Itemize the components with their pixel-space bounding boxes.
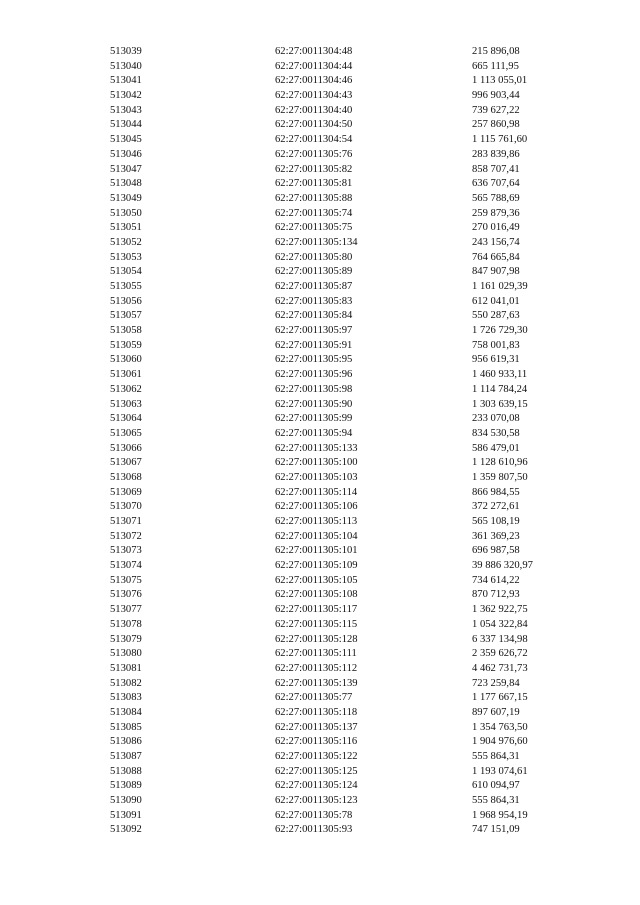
cadastral-number: 62:27:0011305:76 xyxy=(275,148,353,160)
cadastral-value: 1 128 610,96 xyxy=(472,457,528,469)
cadastral-number: 62:27:0011305:123 xyxy=(275,795,358,807)
cadastral-number: 62:27:0011305:97 xyxy=(275,325,353,337)
row-number: 513075 xyxy=(110,574,142,586)
table-row xyxy=(0,823,640,838)
cadastral-value: 764 665,84 xyxy=(472,251,520,263)
cadastral-number: 62:27:0011305:88 xyxy=(275,192,353,204)
cadastral-value: 897 607,19 xyxy=(472,706,520,718)
cadastral-value: 283 839,86 xyxy=(472,148,520,160)
cadastral-value: 555 864,31 xyxy=(472,795,520,807)
row-number: 513079 xyxy=(110,633,142,645)
cadastral-number: 62:27:0011305:111 xyxy=(275,648,357,660)
row-number: 513052 xyxy=(110,236,142,248)
table-row xyxy=(0,603,640,618)
row-number: 513080 xyxy=(110,648,142,660)
table-row xyxy=(0,207,640,222)
table-row xyxy=(0,353,640,368)
cadastral-number: 62:27:0011305:87 xyxy=(275,281,353,292)
table-row xyxy=(0,383,640,398)
cadastral-value-table xyxy=(0,45,640,838)
cadastral-number: 62:27:0011304:40 xyxy=(275,104,353,116)
table-row xyxy=(0,412,640,427)
cadastral-value: 956 619,31 xyxy=(472,354,520,366)
cadastral-value: 834 530,58 xyxy=(472,427,520,439)
row-number: 513092 xyxy=(110,824,142,836)
row-number: 513084 xyxy=(110,706,142,718)
row-number: 513043 xyxy=(110,104,142,116)
cadastral-number: 62:27:0011305:133 xyxy=(275,442,358,454)
row-number: 513040 xyxy=(110,60,142,72)
table-row xyxy=(0,221,640,236)
table-row xyxy=(0,60,640,75)
row-number: 513053 xyxy=(110,251,142,263)
row-number: 513045 xyxy=(110,134,142,146)
table-row xyxy=(0,295,640,310)
cadastral-value: 259 879,36 xyxy=(472,207,520,219)
cadastral-value: 1 054 322,84 xyxy=(472,618,528,630)
table-row xyxy=(0,809,640,824)
cadastral-value: 847 907,98 xyxy=(472,266,520,278)
cadastral-number: 62:27:0011305:105 xyxy=(275,574,358,586)
table-row xyxy=(0,45,640,60)
row-number: 513077 xyxy=(110,604,142,616)
cadastral-value: 243 156,74 xyxy=(472,236,520,248)
cadastral-value: 636 707,64 xyxy=(472,178,520,190)
cadastral-number: 62:27:0011305:116 xyxy=(275,736,358,748)
cadastral-number: 62:27:0011304:43 xyxy=(275,90,353,102)
cadastral-number: 62:27:0011305:84 xyxy=(275,310,353,322)
row-number: 513041 xyxy=(110,75,142,87)
cadastral-value: 610 094,97 xyxy=(472,780,520,792)
row-number: 513063 xyxy=(110,398,142,410)
cadastral-value: 1 968 954,19 xyxy=(472,809,528,821)
cadastral-number: 62:27:0011305:114 xyxy=(275,486,358,498)
row-number: 513051 xyxy=(110,222,142,234)
cadastral-number: 62:27:0011305:122 xyxy=(275,751,358,762)
table-row xyxy=(0,148,640,163)
row-number: 513086 xyxy=(110,736,142,748)
cadastral-value: 1 177 667,15 xyxy=(472,692,528,704)
cadastral-number: 62:27:0011305:95 xyxy=(275,354,353,366)
table-row xyxy=(0,339,640,354)
table-row xyxy=(0,192,640,207)
cadastral-value: 1 354 763,50 xyxy=(472,721,528,733)
table-row xyxy=(0,706,640,721)
row-number: 513047 xyxy=(110,163,142,175)
cadastral-number: 62:27:0011305:124 xyxy=(275,780,358,792)
cadastral-number: 62:27:0011304:46 xyxy=(275,75,353,87)
table-row xyxy=(0,177,640,192)
table-row xyxy=(0,236,640,251)
cadastral-value: 233 070,08 xyxy=(472,413,520,425)
cadastral-value: 696 987,58 xyxy=(472,545,520,557)
row-number: 513058 xyxy=(110,325,142,337)
row-number: 513072 xyxy=(110,530,142,542)
row-number: 513085 xyxy=(110,721,142,733)
table-row xyxy=(0,677,640,692)
row-number: 513078 xyxy=(110,618,142,630)
row-number: 513046 xyxy=(110,148,142,160)
cadastral-value: 1 359 807,50 xyxy=(472,471,528,483)
cadastral-value: 215 896,08 xyxy=(472,46,520,57)
cadastral-number: 62:27:0011305:118 xyxy=(275,706,358,718)
cadastral-value: 586 479,01 xyxy=(472,442,520,454)
cadastral-number: 62:27:0011305:112 xyxy=(275,662,358,674)
cadastral-value: 1 193 074,61 xyxy=(472,765,528,777)
cadastral-number: 62:27:0011305:139 xyxy=(275,677,358,689)
table-row xyxy=(0,280,640,295)
table-row xyxy=(0,486,640,501)
table-row xyxy=(0,118,640,133)
cadastral-number: 62:27:0011305:98 xyxy=(275,383,353,395)
cadastral-value: 612 041,01 xyxy=(472,295,520,307)
cadastral-number: 62:27:0011305:106 xyxy=(275,501,358,513)
cadastral-value: 550 287,63 xyxy=(472,310,520,322)
cadastral-number: 62:27:0011305:134 xyxy=(275,236,358,248)
table-row xyxy=(0,633,640,648)
cadastral-value: 739 627,22 xyxy=(472,104,520,116)
table-row xyxy=(0,500,640,515)
row-number: 513044 xyxy=(110,119,142,131)
cadastral-value: 4 462 731,73 xyxy=(472,662,528,674)
cadastral-number: 62:27:0011305:109 xyxy=(275,560,358,572)
cadastral-value: 1 113 055,01 xyxy=(472,75,528,87)
table-row xyxy=(0,750,640,765)
cadastral-number: 62:27:0011305:74 xyxy=(275,207,353,219)
cadastral-value: 1 161 029,39 xyxy=(472,281,528,292)
table-row xyxy=(0,324,640,339)
cadastral-value: 270 016,49 xyxy=(472,222,520,234)
row-number: 513066 xyxy=(110,442,142,454)
table-row xyxy=(0,544,640,559)
cadastral-number: 62:27:0011305:100 xyxy=(275,457,358,469)
cadastral-value: 1 904 976,60 xyxy=(472,736,528,748)
row-number: 513048 xyxy=(110,178,142,190)
cadastral-number: 62:27:0011304:54 xyxy=(275,134,353,146)
row-number: 513083 xyxy=(110,692,142,704)
row-number: 513050 xyxy=(110,207,142,219)
cadastral-value: 1 362 922,75 xyxy=(472,604,528,616)
row-number: 513081 xyxy=(110,662,142,674)
table-row xyxy=(0,265,640,280)
row-number: 513068 xyxy=(110,471,142,483)
row-number: 513073 xyxy=(110,545,142,557)
row-number: 513088 xyxy=(110,765,142,777)
cadastral-number: 62:27:0011305:90 xyxy=(275,398,353,410)
row-number: 513057 xyxy=(110,310,142,322)
cadastral-value: 2 359 626,72 xyxy=(472,648,528,660)
table-row xyxy=(0,456,640,471)
table-row xyxy=(0,721,640,736)
cadastral-value: 858 707,41 xyxy=(472,163,520,175)
table-row xyxy=(0,588,640,603)
table-row xyxy=(0,398,640,413)
cadastral-value: 6 337 134,98 xyxy=(472,633,528,645)
row-number: 513064 xyxy=(110,413,142,425)
row-number: 513062 xyxy=(110,383,142,395)
cadastral-number: 62:27:0011305:99 xyxy=(275,413,353,425)
cadastral-value: 866 984,55 xyxy=(472,486,520,498)
cadastral-number: 62:27:0011305:75 xyxy=(275,222,353,234)
row-number: 513059 xyxy=(110,339,142,351)
table-row xyxy=(0,691,640,706)
cadastral-number: 62:27:0011305:104 xyxy=(275,530,358,542)
row-number: 513056 xyxy=(110,295,142,307)
row-number: 513067 xyxy=(110,457,142,469)
table-row xyxy=(0,251,640,266)
cadastral-number: 62:27:0011305:117 xyxy=(275,604,358,616)
row-number: 513082 xyxy=(110,677,142,689)
row-number: 513089 xyxy=(110,780,142,792)
cadastral-value: 747 151,09 xyxy=(472,824,520,836)
cadastral-number: 62:27:0011305:80 xyxy=(275,251,353,263)
table-row xyxy=(0,530,640,545)
table-row xyxy=(0,163,640,178)
cadastral-number: 62:27:0011305:94 xyxy=(275,427,353,439)
table-row xyxy=(0,662,640,677)
cadastral-value: 723 259,84 xyxy=(472,677,520,689)
cadastral-value: 758 001,83 xyxy=(472,339,520,351)
cadastral-value: 361 369,23 xyxy=(472,530,520,542)
cadastral-number: 62:27:0011305:91 xyxy=(275,339,353,351)
row-number: 513070 xyxy=(110,501,142,513)
cadastral-number: 62:27:0011305:83 xyxy=(275,295,353,307)
row-number: 513060 xyxy=(110,354,142,366)
table-row xyxy=(0,559,640,574)
table-row xyxy=(0,427,640,442)
cadastral-value: 1 303 639,15 xyxy=(472,398,528,410)
table-row xyxy=(0,104,640,119)
cadastral-number: 62:27:0011305:101 xyxy=(275,545,358,557)
row-number: 513069 xyxy=(110,486,142,498)
cadastral-value: 1 726 729,30 xyxy=(472,325,528,337)
row-number: 513039 xyxy=(110,46,142,57)
cadastral-value: 565 788,69 xyxy=(472,192,520,204)
cadastral-number: 62:27:0011305:96 xyxy=(275,369,353,381)
cadastral-number: 62:27:0011305:128 xyxy=(275,633,358,645)
table-row xyxy=(0,735,640,750)
cadastral-number: 62:27:0011305:115 xyxy=(275,618,358,630)
row-number: 513061 xyxy=(110,369,142,381)
row-number: 513065 xyxy=(110,427,142,439)
row-number: 513076 xyxy=(110,589,142,601)
cadastral-value: 39 886 320,97 xyxy=(472,560,533,572)
row-number: 513091 xyxy=(110,809,142,821)
cadastral-number: 62:27:0011304:44 xyxy=(275,60,353,72)
cadastral-number: 62:27:0011305:81 xyxy=(275,178,353,190)
cadastral-value: 1 115 761,60 xyxy=(472,134,528,146)
row-number: 513054 xyxy=(110,266,142,278)
table-row xyxy=(0,618,640,633)
row-number: 513087 xyxy=(110,751,142,762)
table-row xyxy=(0,89,640,104)
cadastral-value: 665 111,95 xyxy=(472,60,519,72)
row-number: 513055 xyxy=(110,281,142,292)
cadastral-value: 870 712,93 xyxy=(472,589,520,601)
cadastral-number: 62:27:0011305:137 xyxy=(275,721,358,733)
row-number: 513049 xyxy=(110,192,142,204)
cadastral-value: 734 614,22 xyxy=(472,574,520,586)
table-row xyxy=(0,471,640,486)
cadastral-number: 62:27:0011305:78 xyxy=(275,809,353,821)
cadastral-value: 257 860,98 xyxy=(472,119,520,131)
row-number: 513090 xyxy=(110,795,142,807)
cadastral-value: 1 460 933,11 xyxy=(472,369,528,381)
row-number: 513042 xyxy=(110,90,142,102)
table-row xyxy=(0,647,640,662)
cadastral-number: 62:27:0011305:93 xyxy=(275,824,353,836)
cadastral-number: 62:27:0011305:89 xyxy=(275,266,353,278)
table-row xyxy=(0,133,640,148)
cadastral-value: 372 272,61 xyxy=(472,501,520,513)
cadastral-number: 62:27:0011304:48 xyxy=(275,46,353,57)
cadastral-number: 62:27:0011304:50 xyxy=(275,119,353,131)
cadastral-number: 62:27:0011305:103 xyxy=(275,471,358,483)
cadastral-number: 62:27:0011305:108 xyxy=(275,589,358,601)
table-row xyxy=(0,442,640,457)
cadastral-value: 996 903,44 xyxy=(472,90,520,102)
table-row xyxy=(0,74,640,89)
table-row xyxy=(0,368,640,383)
cadastral-number: 62:27:0011305:82 xyxy=(275,163,353,175)
table-row xyxy=(0,309,640,324)
table-row xyxy=(0,515,640,530)
cadastral-number: 62:27:0011305:125 xyxy=(275,765,358,777)
table-row xyxy=(0,765,640,780)
cadastral-number: 62:27:0011305:77 xyxy=(275,692,353,704)
table-row xyxy=(0,794,640,809)
table-row xyxy=(0,779,640,794)
row-number: 513074 xyxy=(110,560,142,572)
row-number: 513071 xyxy=(110,516,142,527)
cadastral-value: 565 108,19 xyxy=(472,516,520,527)
cadastral-value: 555 864,31 xyxy=(472,751,520,762)
cadastral-number: 62:27:0011305:113 xyxy=(275,516,358,527)
cadastral-value: 1 114 784,24 xyxy=(472,383,528,395)
table-row xyxy=(0,574,640,589)
